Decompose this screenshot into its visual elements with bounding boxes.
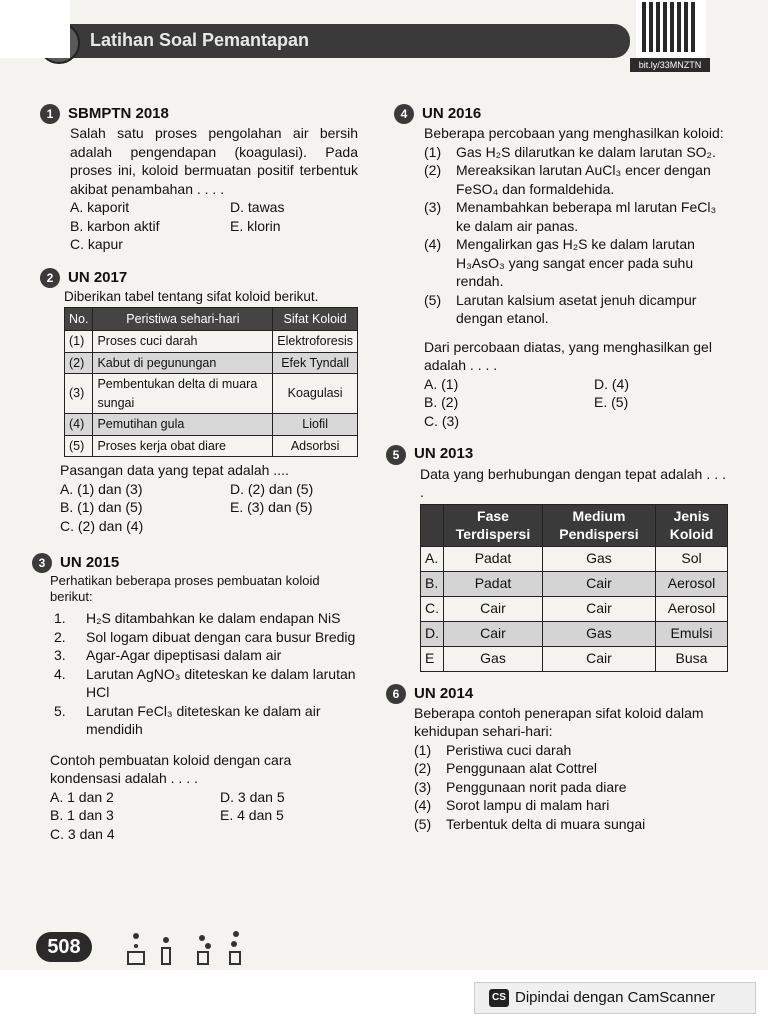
qr-code-icon [636,0,706,58]
table-header: Jenis Koloid [655,504,727,546]
table-row: (3) Pembentukan delta di muara sungai Koagulasi [65,374,358,414]
question-title: UN 2016 [422,105,482,122]
options-list [394,375,726,431]
question-intro: Beberapa contoh penerapan sifat koloid dalam kehidupan sehari-hari: [414,704,704,740]
right-column [394,104,726,833]
list-item: (1) Gas H₂S dilarutkan ke dalam larutan SO₂. [424,143,716,160]
question-number: 2 [40,268,60,288]
list-item: (3) Penggunaan norit pada diare [414,778,627,795]
option-e[interactable]: E. 4 dan 5 [220,807,284,824]
question-number: 3 [32,553,52,573]
list-item: (1) Peristiwa cuci darah [414,741,572,758]
question-intro: Data yang berhubungan dengan tepat adalah . . . . [420,465,726,501]
page-number: 508 [36,932,92,962]
option-c[interactable]: C. 3 dan 4 [50,825,115,842]
table-row: E Gas Cair Busa [421,646,728,671]
table-row: A. Padat Gas Sol [421,546,728,571]
question-number: 4 [394,104,414,124]
option-a[interactable]: A. 1 dan 2 [50,788,114,805]
items-list [394,741,726,834]
section-header [38,18,630,64]
section-title: Latihan Soal Pemantapan [90,30,310,50]
question-6 [394,684,726,834]
option-a[interactable]: A. (1) [424,375,459,392]
table-row: (1) Proses cuci darah Elektroforesis [65,331,358,353]
question-number: 6 [386,684,406,704]
question-4 [394,104,726,430]
option-d[interactable]: D. 3 dan 5 [220,788,285,805]
question-title: UN 2014 [414,684,474,702]
option-e[interactable]: E. klorin [230,217,281,234]
question-2 [40,268,358,535]
question-text: Dari percobaan diatas, yang menghasilkan gel adalah . . . . [424,338,712,374]
table-row: D. Cair Gas Emulsi [421,621,728,646]
option-a[interactable]: A. (1) dan (3) [60,480,143,497]
option-d[interactable]: D. tawas [230,199,285,216]
question-intro: Perhatikan beberapa proses pembuatan koloid berikut: [50,573,320,605]
list-item: (4) Mengalirkan gas H₂S ke dalam larutan H₃AsO₃ yang sangat encer pada suhu rendah. [424,236,695,290]
option-d[interactable]: D. (2) dan (5) [230,480,314,497]
scanner-text: Dipindai dengan CamScanner [515,989,716,1006]
question-5 [394,444,726,671]
question-title: SBMPTN 2018 [68,105,169,122]
option-b[interactable]: B. (1) dan (5) [60,499,143,516]
option-c[interactable]: C. (3) [424,412,459,429]
question-number: 1 [40,104,60,124]
table-row: (4) Pemutihan gula Liofil [65,414,358,436]
qr-link[interactable]: bit.ly/33MNZTN [630,58,710,72]
question-text: Salah satu proses pengolahan air bersih adalah pengendapan (koagulasi). Pada proses ini, koloid bermuatan positif terbentuk akibat penambahan . . . . [70,125,358,197]
list-item: 5. Larutan FeCl₃ diteteskan ke dalam air mendidih [54,702,321,738]
option-b[interactable]: B. (2) [424,394,459,411]
table-header: Sifat Koloid [273,307,358,331]
question-3 [40,553,358,843]
list-item: (2) Mereaksikan larutan AuCl₃ encer dengan FeSO₄ dan formaldehida. [424,162,711,197]
list-item: (5) Terbentuk delta di muara sungai [414,815,646,832]
table-row: B. Padat Cair Aerosol [421,571,728,596]
question-number: 5 [386,445,406,465]
question-1 [40,104,358,254]
camscanner-watermark [474,982,756,1014]
items-list [40,609,358,739]
question-intro: Diberikan tabel tentang sifat koloid berikut. [64,289,319,305]
question-title: UN 2013 [414,445,474,463]
options-list [40,480,358,536]
option-a[interactable]: A. kaporit [70,199,130,216]
question-intro: Beberapa percobaan yang menghasilkan koloid: [424,125,724,142]
table-header: Peristiwa sehari-hari [93,307,273,331]
option-d[interactable]: D. (4) [594,375,629,392]
option-c[interactable]: C. (2) dan (4) [60,517,144,534]
option-c[interactable]: C. kapur [70,236,123,253]
fase-koloid-table [420,504,728,672]
list-item: 1. H₂S ditambahkan ke dalam endapan NiS [54,610,341,627]
table-header: Fase Terdispersi [444,504,543,546]
question-text: Contoh pembuatan koloid dengan cara kondensasi adalah . . . . [50,751,292,787]
table-header: Medium Pendispersi [542,504,655,546]
items-list [394,143,726,328]
left-column [40,104,358,843]
list-item: (4) Sorot lampu di malam hari [414,797,610,814]
option-e[interactable]: E. (3) dan (5) [230,499,313,516]
table-row: (2) Kabut di pegunungan Efek Tyndall [65,352,358,374]
list-item: 4. Larutan AgNO₃ diteteskan ke dalam larutan HCl [54,665,356,701]
camscanner-logo-icon: CS [489,989,509,1007]
table-row: (5) Proses kerja obat diare Adsorbsi [65,435,358,457]
options-list [40,788,358,844]
option-b[interactable]: B. karbon aktif [70,217,160,234]
options-list [40,198,358,254]
koloid-table [64,307,358,458]
list-item: 3. Agar-Agar dipeptisasi dalam air [54,647,282,664]
lab-glassware-icon [118,926,258,966]
table-header: No. [65,307,93,331]
question-text: Pasangan data yang tepat adalah .... [60,462,289,479]
list-item: (2) Penggunaan alat Cottrel [414,760,597,777]
list-item: (5) Larutan kalsium asetat jenuh dicampur dengan etanol. [424,291,697,327]
question-title: UN 2017 [68,268,128,286]
table-row: C. Cair Cair Aerosol [421,596,728,621]
option-b[interactable]: B. 1 dan 3 [50,807,114,824]
option-e[interactable]: E. (5) [594,394,629,411]
question-title: UN 2015 [60,554,120,572]
list-item: (3) Menambahkan beberapa ml larutan FeCl₃ ke dalam air panas. [424,199,717,234]
list-item: 2. Sol logam dibuat dengan cara busur Bredig [54,628,356,645]
